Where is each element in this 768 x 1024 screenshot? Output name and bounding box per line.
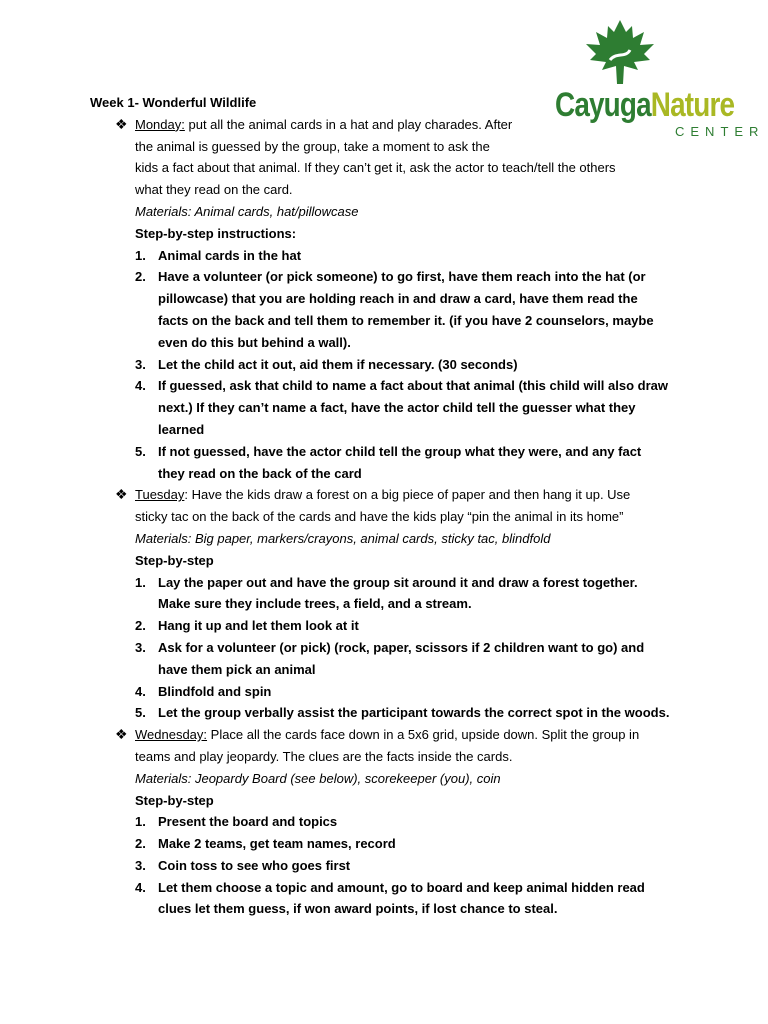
step-text: Ask for a volunteer (or pick) (rock, paper, scissors if 2 children want to go) and xyxy=(158,639,645,655)
step-number: 3. xyxy=(135,639,146,655)
wednesday-text: Place all the cards face down in a 5x6 grid, upside down. Split the group in xyxy=(207,727,640,743)
step-text: If guessed, ask that child to name a fact about that animal (this child will also draw xyxy=(158,378,668,394)
step-number: 2. xyxy=(135,618,146,634)
logo-word-cayuga: Cayuga xyxy=(555,86,651,124)
step-text: Present the board and topics xyxy=(158,814,338,830)
bullet-diamond-icon: ❖ xyxy=(115,486,128,503)
step-number: 3. xyxy=(135,857,146,873)
step-item-line xyxy=(90,833,690,855)
page-title: Week 1- Wonderful Wildlife xyxy=(90,95,257,110)
step-text: have them pick an animal xyxy=(158,661,316,677)
step-item-line xyxy=(90,441,690,463)
day-label-wednesday: Wednesday: xyxy=(135,727,208,743)
step-item-line xyxy=(90,332,690,354)
step-item-line xyxy=(90,811,690,833)
step-item-line xyxy=(90,266,690,288)
step-item-line xyxy=(90,877,690,899)
step-text: Let them choose a topic and amount, go to board and keep animal hidden read xyxy=(158,879,645,895)
step-number: 4. xyxy=(135,378,146,394)
step-number: 1. xyxy=(135,814,146,830)
step-item-line xyxy=(90,702,690,724)
step-item-line xyxy=(90,681,690,703)
tuesday-materials: Materials: Big paper, markers/crayons, animal cards, sticky tac, blindfold xyxy=(135,530,551,546)
step-number: 5. xyxy=(135,443,146,459)
bullet-diamond-icon: ❖ xyxy=(115,726,128,743)
step-item-line xyxy=(90,288,690,310)
step-number: 2. xyxy=(135,836,146,852)
wednesday-materials: Materials: Jeopardy Board (see below), scorekeeper (you), coin xyxy=(135,770,501,786)
step-text: Coin toss to see who goes first xyxy=(158,857,351,873)
step-number: 1. xyxy=(135,247,146,263)
monday-text-line: the animal is guessed by the group, take a moment to ask the xyxy=(135,138,490,154)
step-text: they read on the back of the card xyxy=(158,465,362,481)
step-number: 4. xyxy=(135,879,146,895)
wednesday-steps-heading: Step-by-step xyxy=(135,792,214,808)
step-item-line xyxy=(90,572,690,594)
step-text: even do this but behind a wall). xyxy=(158,334,351,350)
step-number: 4. xyxy=(135,683,146,699)
step-text: Lay the paper out and have the group sit around it and draw a forest together. xyxy=(158,574,638,590)
step-item-line xyxy=(90,637,690,659)
step-item-line xyxy=(90,375,690,397)
monday-materials: Materials: Animal cards, hat/pillowcase xyxy=(135,203,359,219)
tuesday-intro xyxy=(90,484,690,506)
step-text: Animal cards in the hat xyxy=(158,247,302,263)
bullet-diamond-icon: ❖ xyxy=(115,115,128,132)
day-label-monday: Monday: xyxy=(135,116,185,132)
step-number: 1. xyxy=(135,574,146,590)
monday-steps-list xyxy=(90,245,690,485)
step-text: Blindfold and spin xyxy=(158,683,272,699)
wednesday-text-line: teams and play jeopardy. The clues are the facts inside the cards. xyxy=(135,748,513,764)
step-item-line xyxy=(90,615,690,637)
step-text: learned xyxy=(158,421,205,437)
step-text: Have a volunteer (or pick someone) to go first, have them reach into the hat (or xyxy=(158,269,646,285)
step-text: Hang it up and let them look at it xyxy=(158,618,359,634)
step-item-line xyxy=(90,855,690,877)
step-item-line xyxy=(90,419,690,441)
step-text: If not guessed, have the actor child tell the group what they were, and any fact xyxy=(158,443,642,459)
document-body xyxy=(90,92,690,920)
step-text: Make 2 teams, get team names, record xyxy=(158,836,396,852)
step-text: clues let them guess, if won award points, if lost chance to steal. xyxy=(158,901,558,917)
monday-text-line: what they read on the card. xyxy=(135,182,293,198)
monday-steps-heading: Step-by-step instructions: xyxy=(135,225,297,241)
step-item-line xyxy=(90,593,690,615)
step-number: 3. xyxy=(135,356,146,372)
step-number: 5. xyxy=(135,705,146,721)
step-text: next.) If they can’t name a fact, have the actor child tell the guesser what they xyxy=(158,400,636,416)
step-text: pillowcase) that you are holding reach in and draw a card, have them read the xyxy=(158,291,638,307)
step-item-line xyxy=(90,397,690,419)
logo-word-center: CENTER xyxy=(675,124,765,139)
logo-word-nature: Nature xyxy=(650,86,735,124)
monday-intro xyxy=(90,114,690,136)
tuesday-steps-heading: Step-by-step xyxy=(135,552,214,568)
step-item-line xyxy=(90,898,690,920)
step-item-line xyxy=(90,310,690,332)
step-item-line xyxy=(90,245,690,267)
step-item-line xyxy=(90,354,690,376)
day-label-tuesday: Tuesday xyxy=(135,487,185,503)
tuesday-text-line: sticky tac on the back of the cards and have the kids play “pin the animal in its home” xyxy=(135,509,624,525)
step-item-line xyxy=(90,463,690,485)
step-text: Let the group verbally assist the participant towards the correct spot in the woods. xyxy=(158,705,670,721)
step-number: 2. xyxy=(135,269,146,285)
tuesday-text: : Have the kids draw a forest on a big piece of paper and then hang it up. Use xyxy=(184,487,631,503)
monday-text: put all the animal cards in a hat and play charades. After xyxy=(184,116,513,132)
monday-text-line: kids a fact about that animal. If they can’t get it, ask the actor to teach/tell the others xyxy=(135,160,616,176)
step-text: Make sure they include trees, a field, and a stream. xyxy=(158,596,472,612)
tuesday-steps-list xyxy=(90,572,690,725)
maple-leaf-icon xyxy=(580,18,660,86)
step-item-line xyxy=(90,659,690,681)
step-text: Let the child act it out, aid them if necessary. (30 seconds) xyxy=(158,356,518,372)
step-text: facts on the back and tell them to remember it. (if you have 2 counselors, maybe xyxy=(158,312,654,328)
wednesday-intro xyxy=(90,724,690,746)
wednesday-steps-list xyxy=(90,811,690,920)
